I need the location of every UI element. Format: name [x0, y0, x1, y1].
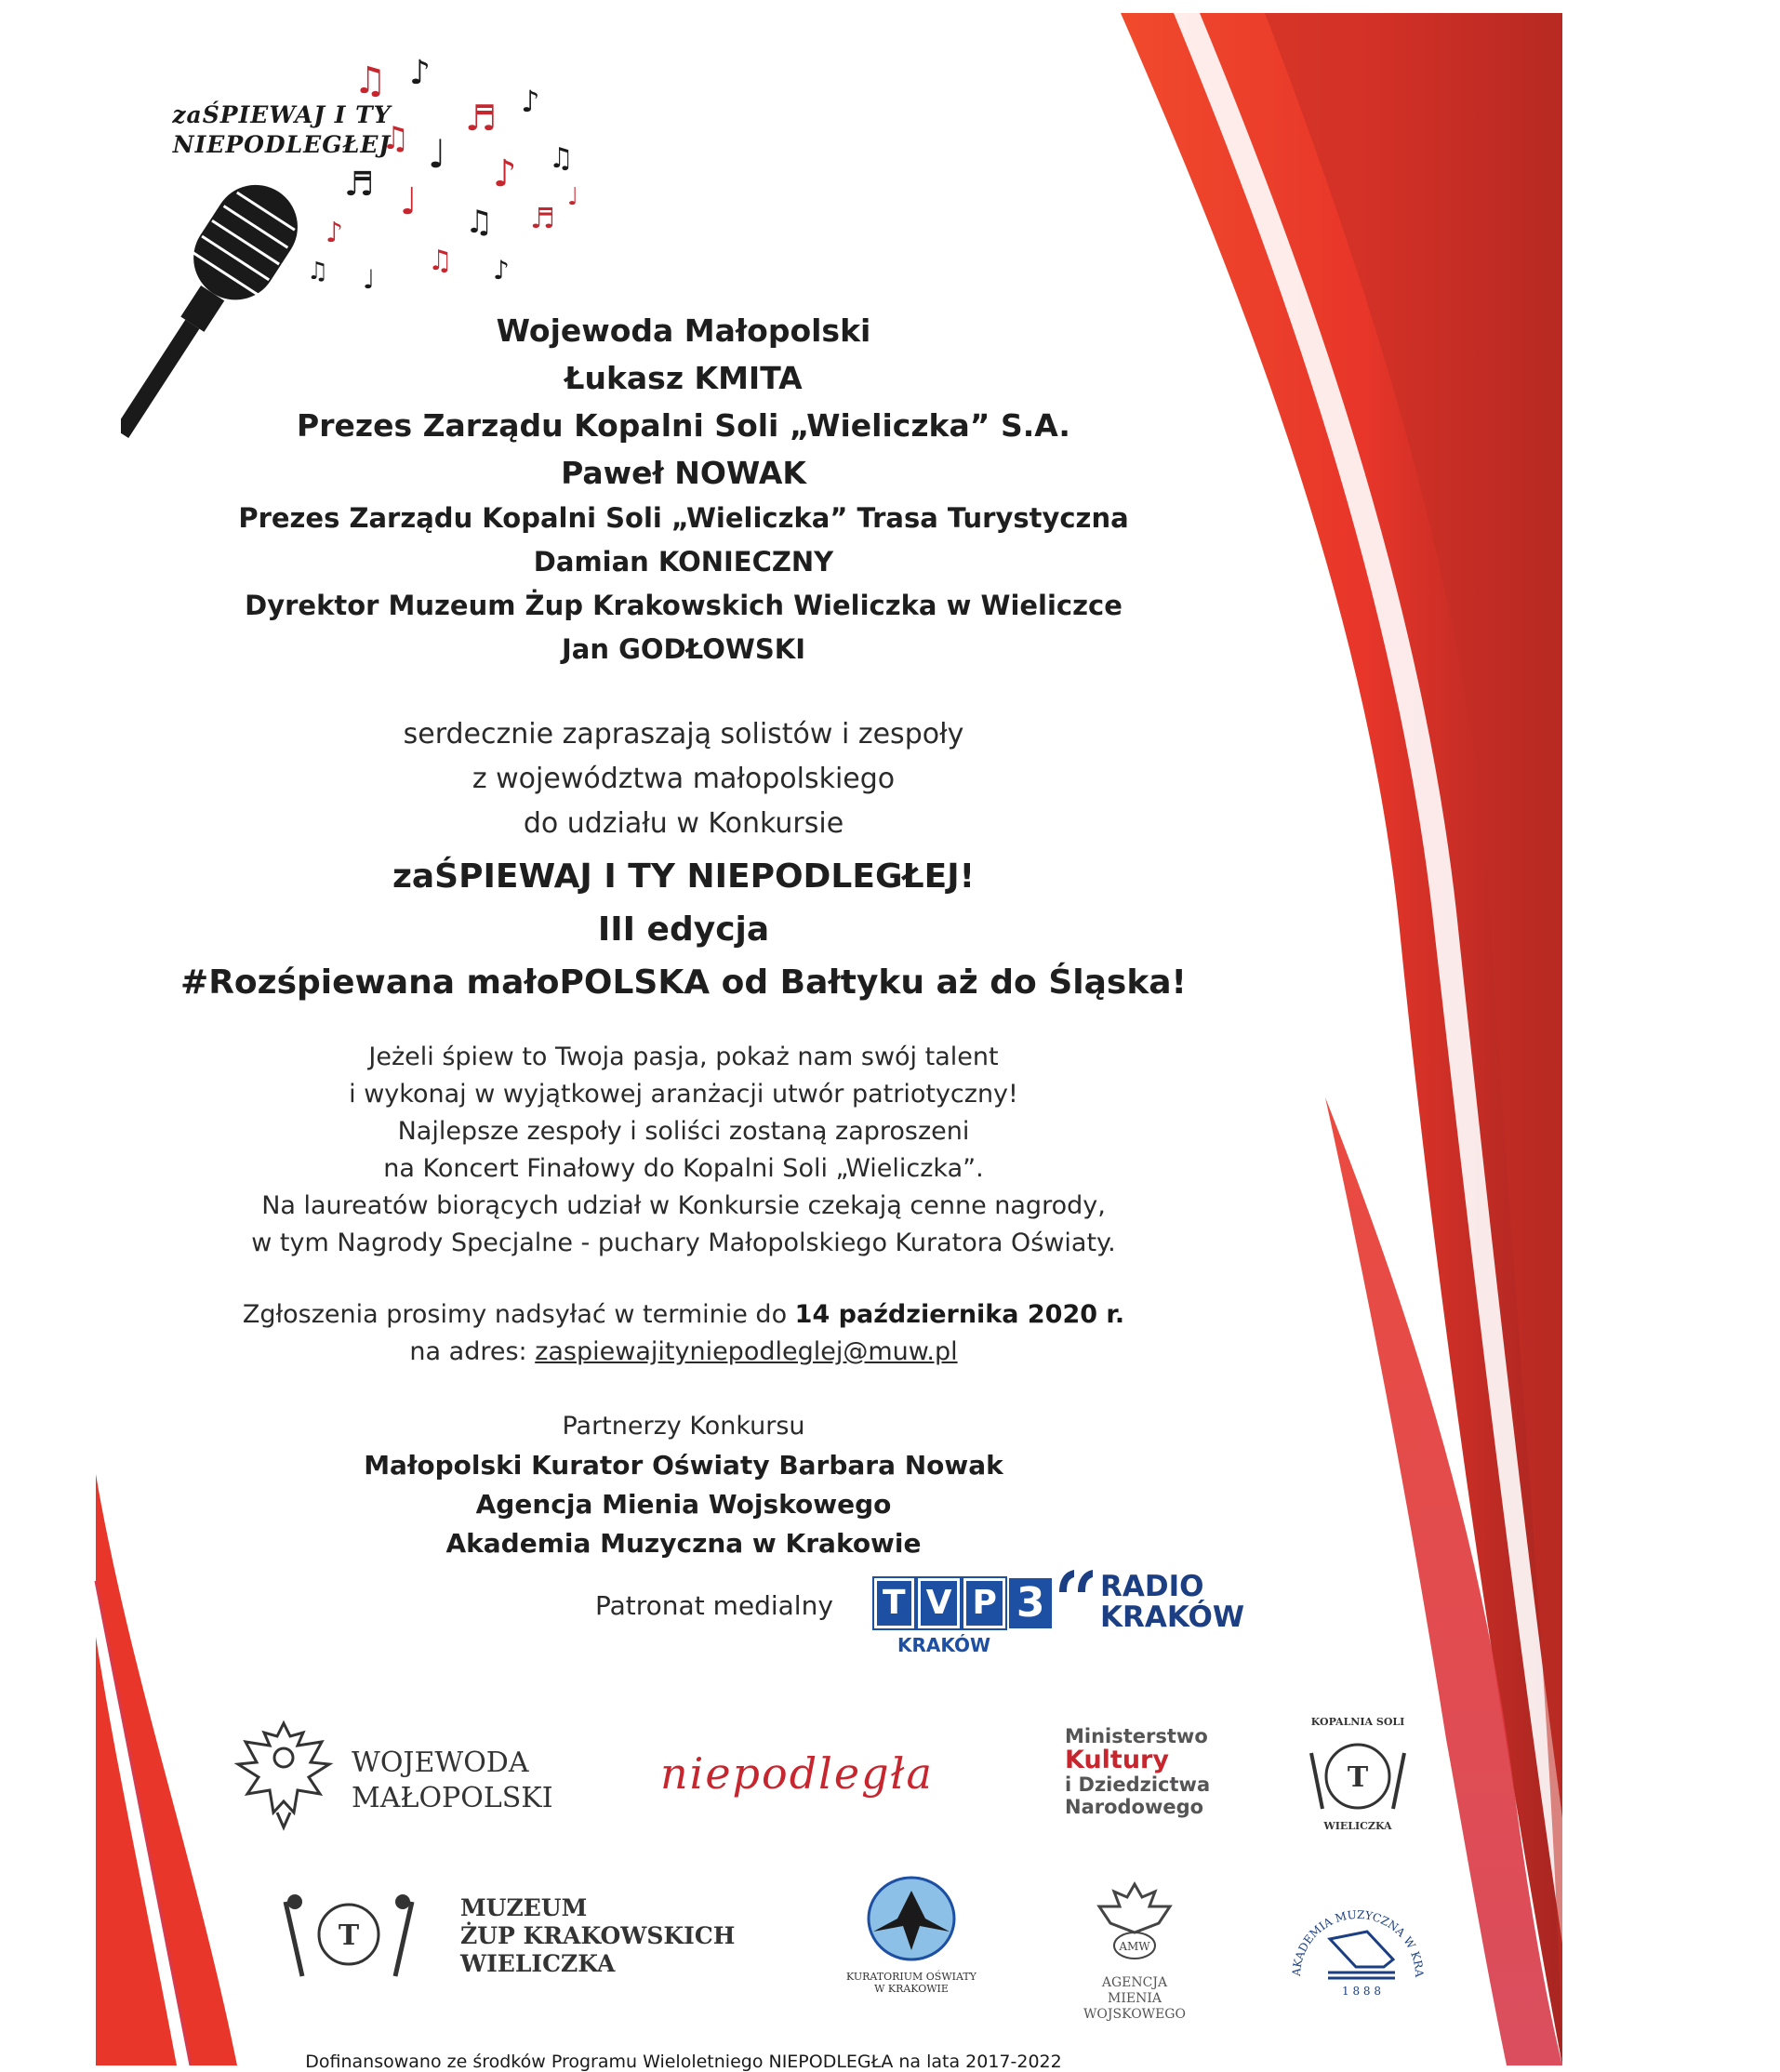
amw-eagle-icon — [1069, 1879, 1200, 1972]
description-block — [139, 1039, 1228, 1262]
svg-text:♩: ♩ — [567, 183, 579, 211]
tvp-letters — [874, 1578, 1045, 1628]
svg-text:♪: ♪ — [493, 255, 510, 286]
muzeum-line-2: ŻUP KRAKOWSKICH — [460, 1922, 736, 1949]
logo-line-1: zaŚPIEWAJ I TY — [172, 101, 392, 128]
svg-text:♪: ♪ — [521, 84, 540, 119]
svg-text:♬: ♬ — [465, 98, 498, 139]
organizer-line: Łukasz KMITA — [565, 360, 803, 396]
tvp3-krakow-logo — [874, 1578, 1045, 1656]
niepodlegla-logo: niepodległa — [660, 1748, 934, 1799]
svg-text:♩: ♩ — [400, 180, 418, 223]
kuratorium-line-2: W KRAKOWIE — [874, 1983, 949, 1995]
muzeum-emblem-icon — [274, 1883, 423, 1986]
invitation-line: z województwa małopolskiego — [472, 763, 896, 795]
svg-text:♩: ♩ — [428, 131, 446, 177]
akademia-muzyczna-logo — [1283, 1874, 1432, 2004]
description-line: Na laureatów biorących udział w Konkursie czekają cenne nagrody, — [261, 1191, 1106, 1220]
svg-text:♫: ♫ — [307, 258, 329, 286]
kopalnia-emblem-icon — [1293, 1716, 1423, 1837]
deadline-prefix: Zgłoszenia prosimy nadsyłać w terminie do — [242, 1300, 795, 1329]
muzeum-line-3: WIELICZKA — [460, 1950, 616, 1977]
ministerstwo-logo — [1065, 1725, 1210, 1818]
address-prefix: na adres: — [409, 1337, 536, 1366]
tvp-number: 3 — [1009, 1578, 1053, 1628]
amw-badge: AMW — [1119, 1940, 1150, 1953]
invitation-line: serdecznie zapraszają solistów i zespoły — [403, 718, 964, 750]
wojewoda-line-1: WOJEWODA — [352, 1747, 529, 1779]
tvp-letter: P — [963, 1578, 1004, 1628]
wojewoda-line-2: MAŁOPOLSKI — [352, 1782, 553, 1814]
ministerstwo-line-3: i Dziedzictwa — [1065, 1773, 1211, 1796]
radio-name-line-2: KRAKÓW — [1100, 1600, 1245, 1634]
partners-label: Partnerzy Konkursu — [562, 1412, 805, 1441]
partner-item: Agencja Mienia Wojskowego — [475, 1489, 892, 1520]
description-line: na Koncert Finałowy do Kopalni Soli „Wieliczka”. — [383, 1154, 984, 1183]
organizer-line: Jan GODŁOWSKI — [561, 633, 805, 665]
invitation-line: do udziału w Konkursie — [523, 807, 844, 840]
svg-text:AKADEMIA MUZYCZNA W KRAKOWIE — [1283, 1874, 1426, 1978]
akademia-year: 1 8 8 8 — [1342, 1985, 1381, 1998]
tvp-letter: T — [874, 1578, 914, 1628]
wojewoda-text — [352, 1746, 553, 1816]
muzeum-line-1: MUZEUM — [460, 1894, 588, 1921]
organizer-line: Prezes Zarządu Kopalni Soli „Wieliczka” S.A. — [297, 407, 1070, 444]
contest-edition: III edycja — [597, 910, 770, 949]
amw-logo — [1069, 1879, 1200, 2023]
ministerstwo-line-2: Kultury — [1065, 1746, 1169, 1774]
ministerstwo-line-4: Narodowego — [1065, 1796, 1204, 1818]
contest-logo-text — [156, 100, 410, 160]
tvp-city: KRAKÓW — [897, 1634, 991, 1656]
svg-text:♫: ♫ — [381, 120, 410, 157]
ministerstwo-line-1: Ministerstwo — [1065, 1725, 1208, 1747]
svg-text:♫: ♫ — [353, 60, 387, 102]
logo-line-2: NIEPODLEGŁEJ — [172, 131, 392, 158]
organizer-line: Prezes Zarządu Kopalni Soli „Wieliczka” Trasa Turystyczna — [238, 502, 1129, 534]
svg-text:♫: ♫ — [465, 204, 494, 241]
organizer-line: Dyrektor Muzeum Żup Krakowskich Wieliczka w Wieliczce — [245, 590, 1122, 621]
deadline-line — [139, 1296, 1228, 1334]
amw-line-2: MIENIA WOJSKOWEGO — [1083, 1991, 1186, 2022]
muzeum-text — [460, 1894, 735, 1978]
svg-text:♪: ♪ — [493, 153, 517, 195]
funding-footer: Dofinansowano ze środków Programu Wieloletniego NIEPODLEGŁA na lata 2017-2022 — [305, 2052, 1062, 2072]
deadline-block — [139, 1296, 1228, 1371]
description-line: Najlepsze zespoły i soliści zostaną zaproszeni — [397, 1117, 970, 1146]
radio-krakow-logo — [1056, 1572, 1244, 1633]
tvp-letter: V — [918, 1578, 961, 1628]
akademia-arc-text: AKADEMIA MUZYCZNA W KRA — [1289, 1907, 1427, 1978]
kopalnia-top-text: KOPALNIA SOLI — [1310, 1716, 1405, 1728]
description-line: Jeżeli śpiew to Twoja pasja, pokaż nam swój talent — [368, 1043, 999, 1071]
media-patronage-label: Patronat medialny — [595, 1590, 833, 1621]
organizers-block — [139, 307, 1228, 671]
email-link[interactable]: zaspiewajityniepodleglej@muw.pl — [535, 1337, 958, 1366]
deadline-date: 14 października 2020 r. — [794, 1300, 1125, 1329]
contest-title-block — [139, 850, 1228, 1009]
kopalnia-bottom-text: WIELICZKA — [1323, 1820, 1392, 1832]
swallow-emblem-icon — [842, 1874, 981, 1967]
svg-text:♪: ♪ — [409, 56, 431, 92]
contest-hashtag: #Rozśpiewana małoPOLSKA od Bałtyku aż do Śląska! — [180, 963, 1187, 1002]
address-line — [139, 1334, 1228, 1371]
organizer-line: Paweł NOWAK — [561, 455, 806, 491]
invitation-block — [139, 712, 1228, 846]
svg-text:♬: ♬ — [344, 166, 375, 204]
kuratorium-logo — [842, 1874, 981, 1995]
radio-quote-icon — [1056, 1568, 1096, 1596]
contest-title: zaŚPIEWAJ I TY NIEPODLEGŁEJ! — [392, 857, 976, 896]
svg-text:♪: ♪ — [325, 217, 344, 249]
partner-item: Małopolski Kurator Oświaty Barbara Nowak — [364, 1450, 1003, 1481]
svg-text:♫: ♫ — [549, 142, 574, 175]
svg-text:T: T — [1347, 1761, 1369, 1794]
description-line: i wykonaj w wyjątkowej aranżacji utwór patriotyczny! — [349, 1080, 1018, 1109]
svg-text:♩: ♩ — [363, 264, 376, 295]
description-line: w tym Nagrody Specjalne - puchary Małopolskiego Kuratora Oświaty. — [251, 1229, 1116, 1257]
music-notes-icon — [307, 56, 578, 295]
partner-item: Akademia Muzyczna w Krakowie — [445, 1528, 922, 1559]
svg-text:T: T — [338, 1919, 360, 1952]
organizer-line: Wojewoda Małopolski — [496, 312, 871, 349]
eagle-emblem-icon — [232, 1716, 335, 1832]
svg-text:♫: ♫ — [428, 245, 453, 277]
kopalnia-soli-logo — [1293, 1716, 1423, 1837]
kuratorium-line-1: KURATORIUM OŚWIATY — [846, 1971, 976, 1983]
svg-text:♬: ♬ — [530, 203, 555, 235]
akademia-emblem-icon — [1283, 1874, 1432, 2004]
amw-line-1: AGENCJA — [1101, 1975, 1168, 1990]
radio-name-line-1: RADIO — [1100, 1570, 1204, 1603]
organizer-line: Damian KONIECZNY — [533, 546, 834, 578]
partners-block — [139, 1407, 1228, 1563]
